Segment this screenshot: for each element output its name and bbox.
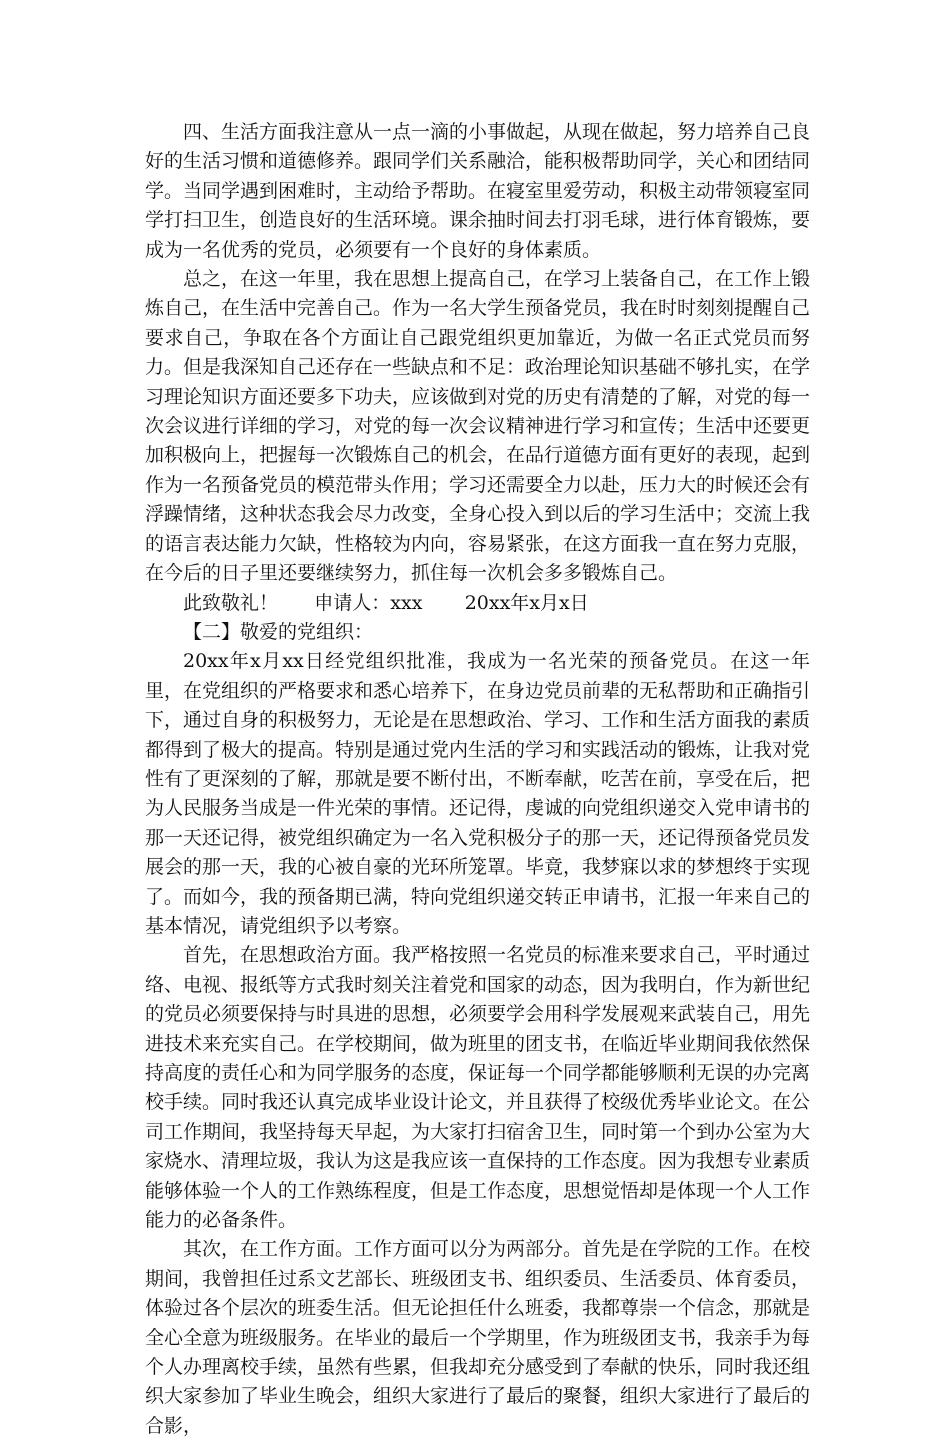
paragraph-summary: 总之，在这一年里，我在思想上提高自己，在学习上装备自己，在工作上锻炼自己，在生活中完善自己。作为一名大学生预备党员，我在时时刻刻提醒自己要求自己，争取在各个方面让自己跟党组织更加靠近，为做一名正式党员而努力。但是我深知自己还存在一些缺点和不足：政治理论知识基础不够扎实，在学习理论知识方面还要多下功夫，应该做到对党的历史有清楚的了解，对党的每一次会议进行详细的学习，对党的每一次会议精神进行学习和宣传；生活中还要更加积极向上，把握每一次锻炼自己的机会，在品行道德方面有更好的表现，起到作为一名预备党员的模范带头作用；学习还需要全力以赴，压力大的时候还会有浮躁情绪，这种状态我会尽力改变，全身心投入到以后的学习生活中；交流上我的语言表达能力欠缺，性格较为内向，容易紧张，在这方面我一直在努力克服，在今后的日子里还要继续努力，抓住每一次机会多多锻炼自己。 [145, 268, 811, 585]
salute-text: 此致敬礼！ [183, 591, 279, 614]
paragraph-work: 其次，在工作方面。工作方面可以分为两部分。首先是在学院的工作。在校期间，我曾担任过系文艺部长、班级团支书、组织委员、生活委员、体育委员，体验过各个层次的班委生活。但无论担任什么班委，我都尊崇一个信念，那就是全心全意为班级服务。在毕业的最后一个学期里，作为班级团支书，我亲手为每个人办理离校手续，虽然有些累，但我却充分感受到了奉献的快乐，同时我还组织大家参加了毕业生晚会，组织大家进行了最后的聚餐，组织大家进行了最后的合影， [145, 1238, 811, 1437]
document-body [145, 118, 810, 1441]
section-heading: 【二】敬爱的党组织： [183, 620, 374, 643]
signoff-line [145, 589, 810, 618]
date-text: 20xx年x月x日 [464, 591, 589, 614]
applicant-text: 申请人：xxx [314, 591, 423, 614]
paragraph-life-section: 四、生活方面我注意从一点一滴的小事做起，从现在做起，努力培养自己良好的生活习惯和道德修养。跟同学们关系融洽，能积极帮助同学，关心和团结同学。当同学遇到困难时，主动给予帮助。在寝室里爱劳动，积极主动带领寝室同学打扫卫生，创造良好的生活环境。课余抽时间去打羽毛球，进行体育锻炼，要成为一名优秀的党员，必须要有一个良好的身体素质。 [145, 121, 811, 261]
paragraph-intro: 20xx年x月xx日经党组织批准，我成为一名光荣的预备党员。在这一年里，在党组织的严格要求和悉心培养下，在身边党员前辈的无私帮助和正确指引下，通过自身的积极努力，无论是在思想政治、学习、工作和生活方面我的素质都得到了极大的提高。特别是通过党内生活的学习和实践活动的锻炼，让我对党性有了更深刻的了解，那就是要不断付出，不断奉献，吃苦在前，享受在后，把为人民服务当成是一件光荣的事情。还记得，虔诚的向党组织递交入党申请书的那一天还记得，被党组织确定为一名入党积极分子的那一天，还记得预备党员发展会的那一天，我的心被自豪的光环所笼罩。毕竟，我梦寐以求的梦想终于实现了。而如今，我的预备期已满，特向党组织递交转正申请书，汇报一年来自己的基本情况，请党组织予以考察。 [145, 650, 811, 937]
paragraph-political: 首先，在思想政治方面。我严格按照一名党员的标准来要求自己，平时通过络、电视、报纸等方式我时刻关注着党和国家的动态，因为我明白，作为新世纪的党员必须要保持与时具进的思想，必须要学会用科学发展观来武装自己，用先进技术来充实自己。在学校期间，做为班里的团支书，在临近毕业期间我依然保持高度的责任心和为同学服务的态度，保证每一个同学都能够顺利无误的办完离校手续。同时我还认真完成毕业设计论文，并且获得了校级优秀毕业论文。在公司工作期间，我坚持每天早起，为大家打扫宿舍卫生，同时第一个到办公室为大家烧水、清理垃圾，我认为这是我应该一直保持的工作态度。因为我想专业素质能够体验一个人的工作熟练程度，但是工作态度，思想觉悟却是体现一个人工作能力的必备条件。 [145, 944, 811, 1232]
